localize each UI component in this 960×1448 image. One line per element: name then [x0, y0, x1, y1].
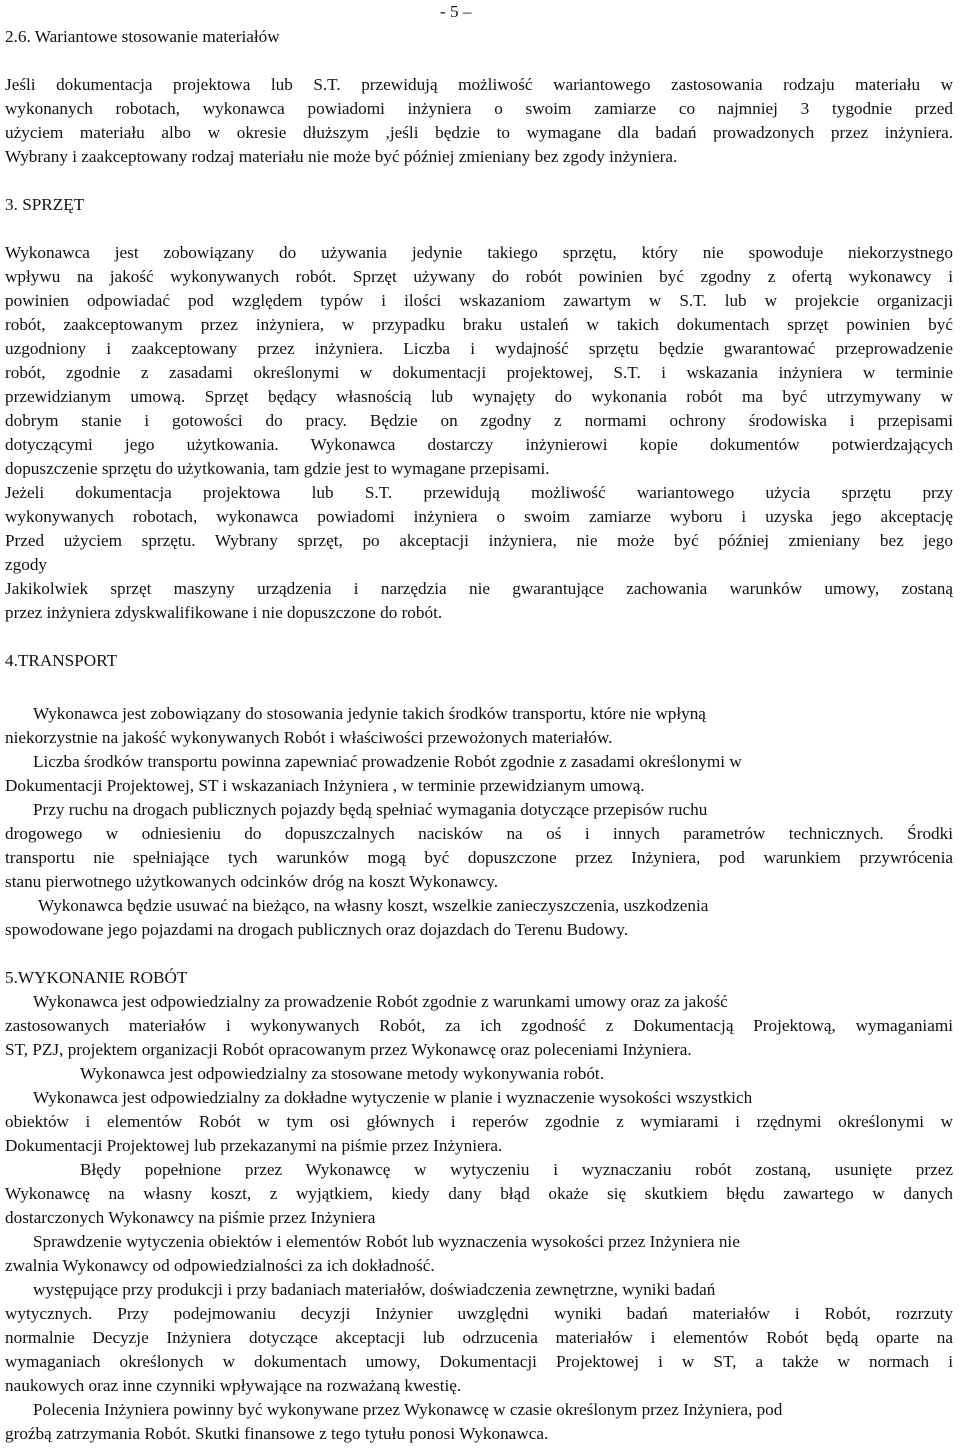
- text-line: transportu nie spełniające tych warunków mogą być dopuszczone przez Inżyniera, pod warunkiem przywrócenia: [5, 848, 953, 867]
- section-heading: 3. SPRZĘT: [5, 195, 85, 214]
- text-line: wykonanych robotach, wykonawca powiadomi inżyniera o swoim zamiarze co najmniej 3 tygodnie przed: [5, 99, 953, 118]
- section-heading: 4.TRANSPORT: [5, 651, 118, 670]
- text-line: Wykonawca jest odpowiedzialny za dokładne wytyczenie w planie i wyznaczenie wysokości wszystkich: [33, 1088, 753, 1107]
- text-line: Przed użyciem sprzętu. Wybrany sprzęt, po akceptacji inżyniera, nie może być później zmieniany bez jego: [5, 531, 953, 550]
- text-line: Liczba środków transportu powinna zapewniać prowadzenie Robót zgodnie z zasadami określonymi w: [33, 752, 742, 771]
- text-line: ST, PZJ, projektem organizacji Robót opracowanym przez Wykonawcę oraz poleceniami Inżyniera.: [5, 1040, 692, 1059]
- text-line: Wybrany i zaakceptowany rodzaj materiału nie może być później zmieniany bez zgody inżyniera.: [5, 147, 678, 166]
- text-line: dobrym stanie i gotowości do pracy. Będzie on zgodny z normami ochrony środowiska i przepisami: [5, 411, 953, 430]
- text-line: Dokumentacji Projektowej, ST i wskazaniach Inżyniera , w terminie przewidzianym umową.: [5, 776, 645, 795]
- text-line: wpływu na jakość wykonywanych robót. Sprzęt używany do robót powinien być zgodny z ofertą wykonawcy i: [5, 267, 953, 286]
- text-line: groźbą zatrzymania Robót. Skutki finansowe z tego tytułu ponosi Wykonawca.: [5, 1424, 549, 1443]
- text-line: dotyczącymi jego użytkowania. Wykonawca dostarczy inżynierowi kopie dokumentów potwierdzających: [5, 435, 953, 454]
- text-line: spowodowane jego pojazdami na drogach publicznych oraz dojazdach do Terenu Budowy.: [5, 920, 629, 939]
- text-line: normalnie Decyzje Inżyniera dotyczące akceptacji lub odrzucenia materiałów i elementów Robót będą oparte na: [5, 1328, 953, 1347]
- text-line: Wykonawca jest odpowiedzialny za stosowane metody wykonywania robót.: [80, 1064, 604, 1083]
- text-line: wytycznych. Przy podejmowaniu decyzji Inżynier uwzględni wyniki badań materiałów i Robót, rozrzuty: [5, 1304, 953, 1323]
- text-line: drogowego w odniesieniu do dopuszczalnych nacisków na oś i innych parametrów technicznych. Środki: [5, 824, 953, 843]
- text-line: powinien odpowiadać pod względem typów i ilości wskazaniom zawartym w S.T. lub w projekcie organizacji: [5, 291, 953, 310]
- text-line: występujące przy produkcji i przy badaniach materiałów, doświadczenia zewnętrzne, wyniki badań: [33, 1280, 716, 1299]
- text-line: Jakikolwiek sprzęt maszyny urządzenia i narzędzia nie gwarantujące zachowania warunków umowy, zostaną: [5, 579, 953, 598]
- text-line: Wykonawca jest zobowiązany do używania jedynie takiego sprzętu, który nie spowoduje niekorzystnego: [5, 243, 953, 262]
- text-line: Jeżeli dokumentacja projektowa lub S.T. przewidują możliwość wariantowego użycia sprzętu przy: [5, 483, 953, 502]
- text-line: Polecenia Inżyniera powinny być wykonywane przez Wykonawcę w czasie określonym przez Inżyniera, pod: [33, 1400, 783, 1419]
- text-line: zgody: [5, 555, 48, 574]
- text-line: naukowych oraz inne czynniki wpływające na rozważaną kwestię.: [5, 1376, 462, 1395]
- text-line: Wykonawca jest odpowiedzialny za prowadzenie Robót zgodnie z warunkami umowy oraz za jakość: [33, 992, 728, 1011]
- text-line: niekorzystnie na jakość wykonywanych Robót i właściwości przewożonych materiałów.: [5, 728, 613, 747]
- text-line: wykonywanych robotach, wykonawca powiadomi inżyniera o swoim zamiarze wyboru i uzyska jego akceptację: [5, 507, 953, 526]
- text-line: przez inżyniera zdyskwalifikowane i nie dopuszczone do robót.: [5, 603, 443, 622]
- page-number: - 5 –: [440, 2, 472, 21]
- text-line: Błędy popełnione przez Wykonawcę w wytyczeniu i wyznaczaniu robót zostaną, usunięte przez: [80, 1160, 953, 1179]
- text-line: robót, zaakceptowanym przez inżyniera, w przypadku braku ustaleń w takich dokumentach sprzęt powinien być: [5, 315, 953, 334]
- text-line: uzgodniony i zaakceptowany przez inżyniera. Liczba i wydajność sprzętu będzie gwarantować przeprowadzenie: [5, 339, 953, 358]
- text-line: przewidzianym umową. Sprzęt będący własnością lub wynajęty do wykonania robót ma być utrzymywany w: [5, 387, 953, 406]
- text-line: wymaganiach określonych w dokumentach umowy, Dokumentacji Projektowej i w ST, a także w normach i: [5, 1352, 953, 1371]
- text-line: użyciem materiału albo w okresie dłuższym ,jeśli będzie to wymagane dla badań prowadzonych przez inżyniera.: [5, 123, 953, 142]
- text-line: stanu pierwotnego użytkowanych odcinków dróg na koszt Wykonawcy.: [5, 872, 498, 891]
- text-line: Jeśli dokumentacja projektowa lub S.T. przewidują możliwość wariantowego zastosowania rodzaju materiału w: [5, 75, 953, 94]
- text-line: dostarczonych Wykonawcy na piśmie przez Inżyniera: [5, 1208, 376, 1227]
- text-line: Przy ruchu na drogach publicznych pojazdy będą spełniać wymagania dotyczące przepisów ruchu: [33, 800, 708, 819]
- text-line: dopuszczenie sprzętu do użytkowania, tam gdzie jest to wymagane przepisami.: [5, 459, 550, 478]
- section-heading: 2.6. Wariantowe stosowanie materiałów: [5, 27, 280, 46]
- section-heading: 5.WYKONANIE ROBÓT: [5, 968, 188, 987]
- text-line: Wykonawca będzie usuwać na bieżąco, na własny koszt, wszelkie zanieczyszczenia, uszkodzenia: [38, 896, 709, 915]
- text-line: obiektów i elementów Robót w tym osi głównych i reperów zgodnie z wymiarami i rzędnymi określonymi w: [5, 1112, 953, 1131]
- text-line: Dokumentacji Projektowej lub przekazanymi na piśmie przez Inżyniera.: [5, 1136, 503, 1155]
- text-line: robót, zgodnie z zasadami określonymi w dokumentacji projektowej, S.T. i wskazania inżyniera w terminie: [5, 363, 953, 382]
- text-line: zastosowanych materiałów i wykonywanych Robót, za ich zgodność z Dokumentacją Projektową, wymaganiami: [5, 1016, 953, 1035]
- text-line: Wykonawcę na własny koszt, z wyjątkiem, kiedy dany błąd okaże się skutkiem błędu zawartego w danych: [5, 1184, 953, 1203]
- text-line: Sprawdzenie wytyczenia obiektów i elementów Robót lub wyznaczenia wysokości przez Inżyniera nie: [33, 1232, 740, 1251]
- text-line: Wykonawca jest zobowiązany do stosowania jedynie takich środków transportu, które nie wpłyną: [33, 704, 706, 723]
- text-line: zwalnia Wykonawcy od odpowiedzialności za ich dokładność.: [5, 1256, 435, 1275]
